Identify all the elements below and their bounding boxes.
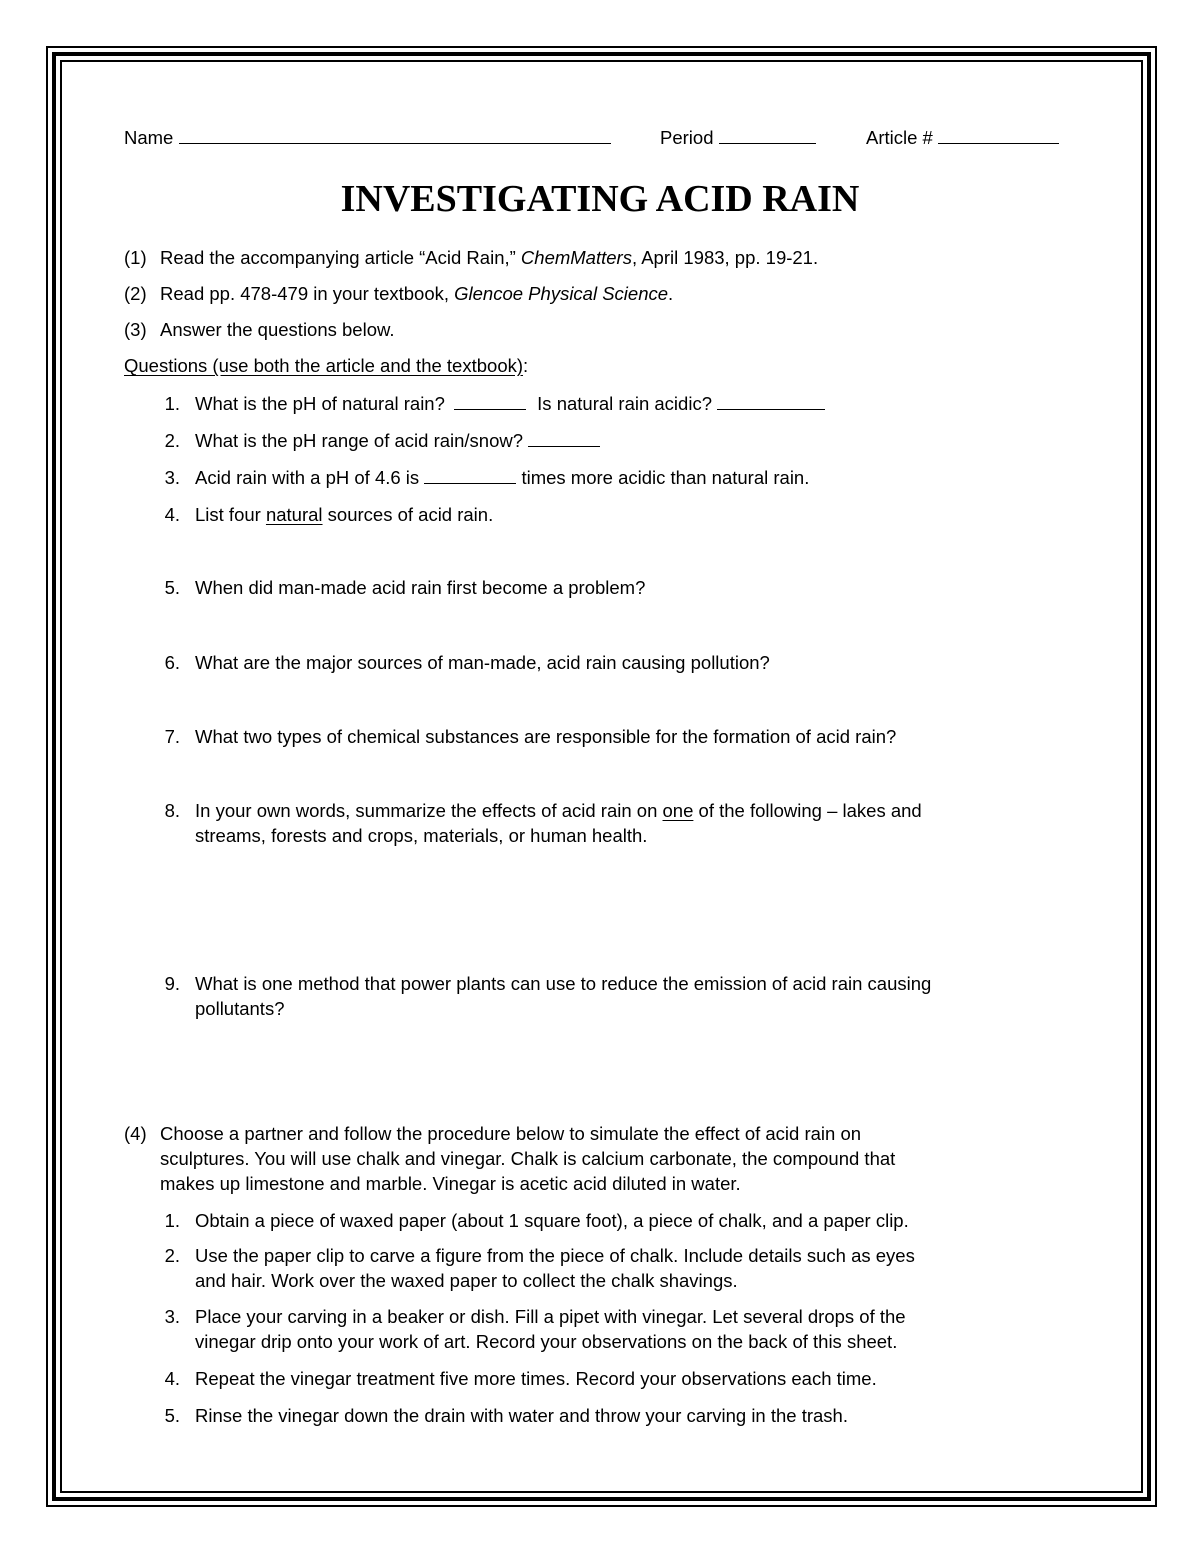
question-text [195, 428, 600, 453]
question-text-part: In your own words, summarize the effects of acid rain on [195, 800, 663, 821]
step-text-line: Choose a partner and follow the procedure below to simulate the effect of acid rain on [160, 1123, 862, 1144]
step-text [160, 281, 673, 306]
step-number: (3) [124, 319, 147, 340]
question-text-part: streams, forests and crops, materials, or human health. [195, 825, 648, 846]
question-number: 6. [164, 652, 180, 673]
question-text-part: pollutants? [195, 998, 285, 1019]
answer-blank[interactable] [717, 392, 825, 410]
procedure-text-line: and hair. Work over the waxed paper to collect the chalk shavings. [195, 1270, 738, 1291]
answer-blank[interactable] [528, 429, 600, 447]
step-text-part: Read pp. 478-479 in your textbook, [160, 283, 455, 304]
question-text [195, 798, 922, 848]
question-number: 5. [164, 577, 180, 598]
period-row [660, 126, 816, 149]
procedure-text: Rinse the vinegar down the drain with water and throw your carving in the trash. [195, 1405, 848, 1426]
step-text [160, 245, 818, 270]
question-text [195, 391, 825, 416]
name-blank[interactable] [179, 126, 611, 144]
magazine-title: ChemMatters [520, 247, 632, 268]
question-number: 8. [164, 800, 180, 821]
procedure-number: 2. [164, 1245, 180, 1266]
textbook-title: Glencoe Physical Science [454, 283, 669, 304]
step-text-line: makes up limestone and marble. Vinegar is acetic acid diluted in water. [160, 1173, 741, 1194]
step-number: (1) [124, 247, 147, 268]
page-title: INVESTIGATING ACID RAIN [340, 178, 860, 220]
procedure-text-line: vinegar drip onto your work of art. Record your observations on the back of this sheet. [195, 1331, 898, 1352]
procedure-number: 5. [164, 1405, 180, 1426]
step-text-line: sculptures. You will use chalk and vinegar. Chalk is calcium carbonate, the compound that [160, 1148, 896, 1169]
procedure-text [195, 1304, 906, 1354]
question-text-part: times more acidic than natural rain. [521, 467, 810, 488]
article-row [866, 126, 1059, 149]
step-text-part: Read the accompanying article “Acid Rain,” [160, 247, 521, 268]
name-row [124, 126, 611, 149]
question-number: 4. [164, 504, 180, 525]
step-text-part: . [668, 283, 674, 304]
question-text-part: What is one method that power plants can use to reduce the emission of acid rain causing [195, 973, 932, 994]
question-text-part: What is the pH of natural rain? [195, 393, 445, 414]
step-text: Answer the questions below. [160, 319, 395, 340]
article-label: Article # [866, 127, 933, 148]
question-text-part: sources of acid rain. [322, 504, 494, 525]
name-label: Name [124, 127, 174, 148]
procedure-text: Repeat the vinegar treatment five more times. Record your observations each time. [195, 1368, 877, 1389]
step-text [160, 1121, 895, 1196]
procedure-text-line: Use the paper clip to carve a figure from the piece of chalk. Include details such as eyes [195, 1245, 915, 1266]
procedure-number: 3. [164, 1306, 180, 1327]
question-number: 3. [164, 467, 180, 488]
questions-heading-colon: : [523, 355, 529, 376]
article-blank[interactable] [938, 126, 1059, 144]
question-number: 1. [164, 393, 180, 414]
question-text: When did man-made acid rain first become a problem? [195, 577, 646, 598]
question-text-part: What is the pH range of acid rain/snow? [195, 430, 524, 451]
question-text: What two types of chemical substances are responsible for the formation of acid rain? [195, 726, 897, 747]
question-text-part: List four [195, 504, 266, 525]
step-text-part: , April 1983, pp. 19-21. [631, 247, 819, 268]
emphasis-word: one [662, 800, 694, 821]
answer-blank[interactable] [424, 466, 516, 484]
procedure-text: Obtain a piece of waxed paper (about 1 square foot), a piece of chalk, and a paper clip. [195, 1210, 909, 1231]
questions-heading-text: Questions (use both the article and the textbook) [124, 355, 524, 376]
procedure-number: 4. [164, 1368, 180, 1389]
answer-blank[interactable] [454, 392, 526, 410]
period-blank[interactable] [719, 126, 816, 144]
question-text: What are the major sources of man-made, acid rain causing pollution? [195, 652, 770, 673]
period-label: Period [660, 127, 714, 148]
question-text [195, 502, 493, 527]
questions-heading [124, 355, 528, 377]
procedure-text-line: Place your carving in a beaker or dish. Fill a pipet with vinegar. Let several drops of the [195, 1306, 906, 1327]
question-text-part: of the following – lakes and [693, 800, 922, 821]
question-text-part: Is natural rain acidic? [537, 393, 712, 414]
procedure-text [195, 1243, 915, 1293]
emphasis-word: natural [265, 504, 323, 525]
question-text [195, 465, 809, 490]
step-number: (4) [124, 1123, 147, 1144]
procedure-number: 1. [164, 1210, 180, 1231]
question-text-part: Acid rain with a pH of 4.6 is [195, 467, 420, 488]
step-number: (2) [124, 283, 147, 304]
question-number: 9. [164, 973, 180, 994]
question-number: 2. [164, 430, 180, 451]
question-text [195, 971, 931, 1021]
question-number: 7. [164, 726, 180, 747]
